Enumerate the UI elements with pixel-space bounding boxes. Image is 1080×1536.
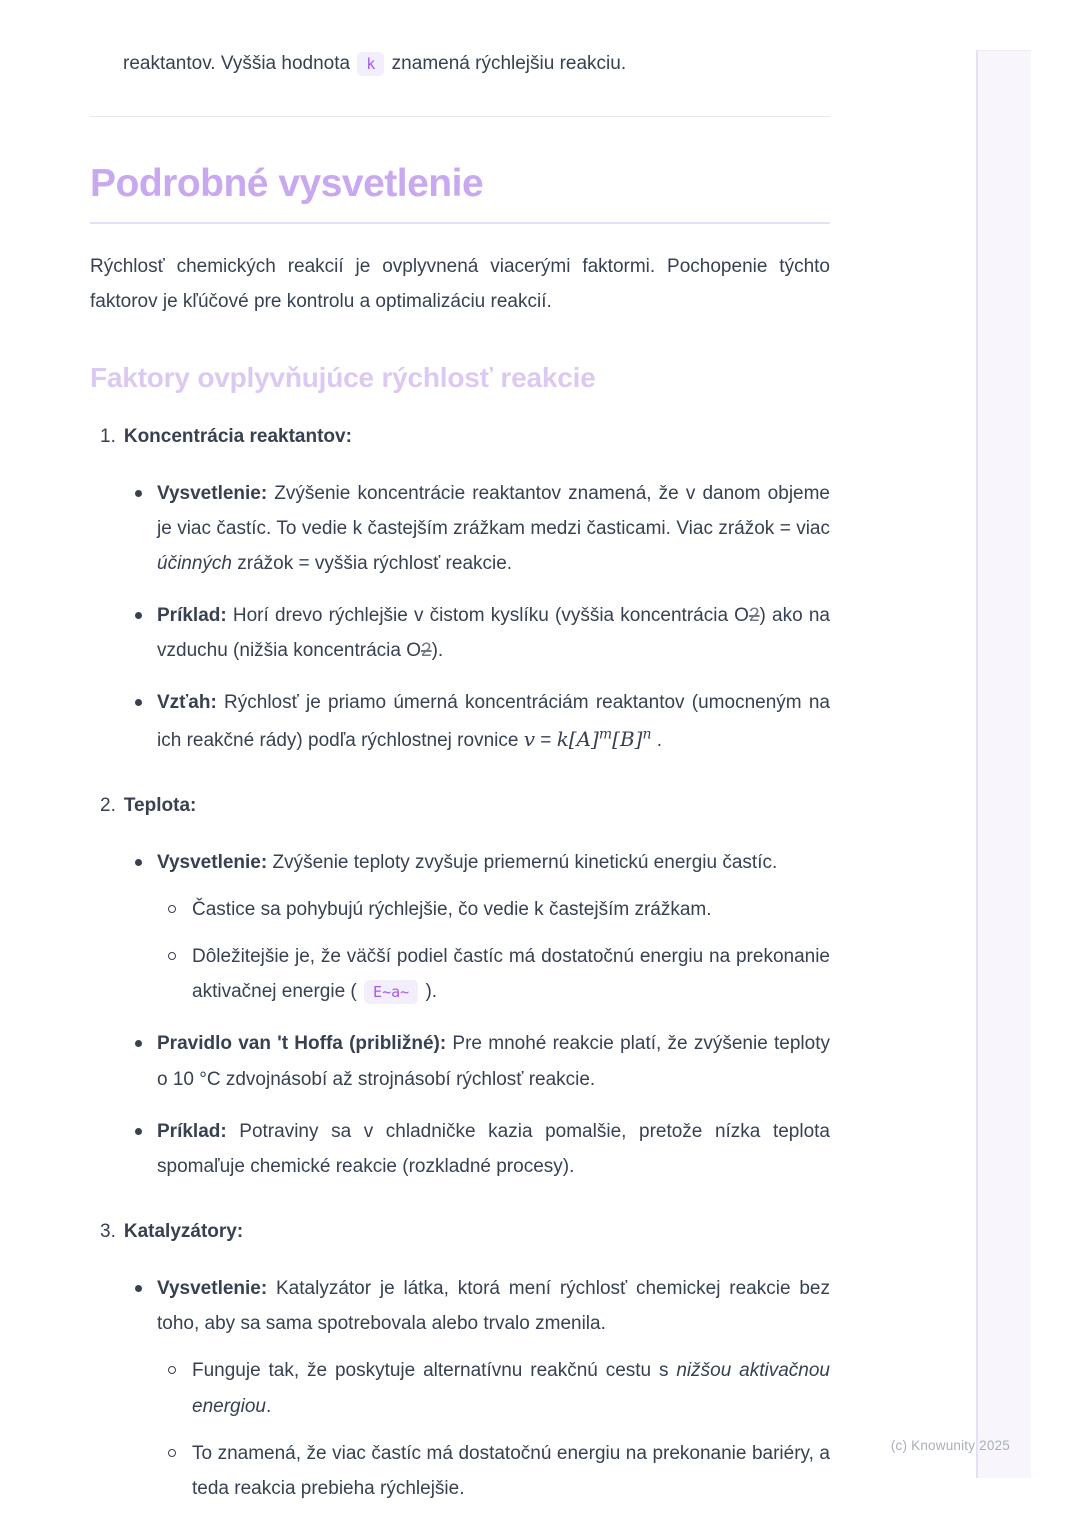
bullet-text: Vysvetlenie: Zvýšenie koncentrácie reaktantov znamená, že v danom objeme je viac častíc. To vedie k častejším zrážkam medzi časticami. Viac zrážok = viac účinných zrážok = vyššia rýchlosť reakcie. [157,482,830,574]
sub-bullet-item [192,892,830,927]
bold-text: Vzťah: [157,692,217,714]
italic-text: nižšou aktivačnou energiou [192,1360,830,1417]
item-number: 3. [100,1220,116,1242]
bullet-text: Vysvetlenie: Zvýšenie teploty zvyšuje priemernú kinetickú energiu častíc. [157,851,778,873]
list-item-head [90,788,830,823]
sub-bullet-text: Častice sa pohybujú rýchlejšie, čo vedie k častejším zrážkam. [192,898,712,920]
item-number: 1. [100,425,116,447]
factors-list [90,419,830,1506]
bold-text: Pravidlo van 't Hoffa (približné): [157,1033,447,1055]
bold-text: Príklad: [157,1120,227,1142]
inline-code-chip: k [357,52,384,76]
math-superscript: n [642,726,652,743]
list-item [90,419,830,758]
sub-bullet-text: To znamená, že viac častíc má dostatočnú energiu na prekonanie bariéry, a teda reakcia prebieha rýchlejšie. [192,1442,830,1499]
intro-paragraph: reaktantov. Vyššia hodnota k znamená rýchlejšiu reakciu. [123,53,627,74]
sub-bullet-list [157,892,830,1009]
bold-text: Vysvetlenie: [157,1278,268,1300]
math-superscript: m [598,726,613,743]
strikethrough-text: 2 [421,640,432,662]
strikethrough-text: 2 [748,605,760,627]
bullet-text: Pravidlo van 't Hoffa (približné): Pre mnohé reakcie platí, že zvýšenie teploty o 10 °C zdvojnásobí až strojnásobí rýchlosť reakcie. [157,1033,830,1090]
list-item [90,1214,830,1506]
item-number: 2. [100,794,116,816]
bullet-text: Príklad: Potraviny sa v chladničke kazia pomalšie, pretože nízka teplota spomaľuje chemické reakcie (rozkladné procesy). [157,1120,830,1177]
item-title: Teplota: [123,794,197,816]
right-margin-stripe [976,50,1031,1478]
bullet-item [157,685,830,757]
math-expression: k[A] [556,726,599,751]
bullet-item [157,598,830,668]
page-title: Podrobné vysvetlenie [90,161,484,205]
bullet-text: Vzťah: Rýchlosť je priamo úmerná koncentráciám reaktantov (umocneným na ich reakčné rády) podľa rýchlostnej rovnice $v = k[A]^m[B]^n$ . [157,692,830,751]
bold-text: Vysvetlenie: [157,482,268,504]
italic-text: účinných [157,553,232,574]
bold-text: Príklad: [157,605,227,627]
lead-paragraph: Rýchlosť chemických reakcií je ovplyvnená viacerými faktormi. Pochopenie týchto faktorov je kľúčové pre kontrolu a optimalizáciu reakcií. [90,256,830,313]
item-title: Koncentrácia reaktantov: [123,425,352,447]
list-item [90,788,830,1184]
bullet-item [157,1026,830,1096]
bold-text: Vysvetlenie: [157,851,268,873]
sub-bullet-list [157,1353,830,1506]
bullet-text: Vysvetlenie: Katalyzátor je látka, ktorá mení rýchlosť chemickej reakcie bez toho, aby sa sama spotrebovala alebo trvalo zmenila. [157,1278,830,1335]
bullet-item [157,1271,830,1506]
inline-code-chip: E~a~ [364,980,418,1004]
math-expression: v [523,726,536,751]
bullet-list [90,1271,830,1506]
sub-bullet-text: Funguje tak, že poskytuje alternatívnu reakčnú cestu s nižšou aktivačnou energiou. [192,1360,830,1417]
sub-bullet-item [192,1353,830,1423]
sub-bullet-item [192,939,830,1009]
bullet-item [157,845,830,1010]
math-expression: [B] [612,726,643,751]
bullet-item [157,476,830,581]
document-page [90,0,830,1536]
title-underline [90,222,830,224]
bullet-item [157,1114,830,1184]
copyright-text: (c) Knowunity 2025 [890,1438,1010,1453]
bullet-text: Príklad: Horí drevo rýchlejšie v čistom kyslíku (vyššia koncentrácia O2) ako na vzduchu (nižšia koncentrácia O2). [157,605,830,662]
bullet-list [90,845,830,1184]
section-divider [90,116,830,117]
section-heading: Faktory ovplyvňujúce rýchlosť reakcie [90,361,596,393]
list-item-head [90,1214,830,1249]
sub-bullet-text: Dôležitejšie je, že väčší podiel častíc má dostatočnú energiu na prekonanie aktivačnej energie ( E~a~ ). [192,946,830,1003]
bullet-list [90,476,830,758]
item-title: Katalyzátory: [123,1220,244,1242]
list-item-head [90,419,830,454]
sub-bullet-item [192,1436,830,1506]
